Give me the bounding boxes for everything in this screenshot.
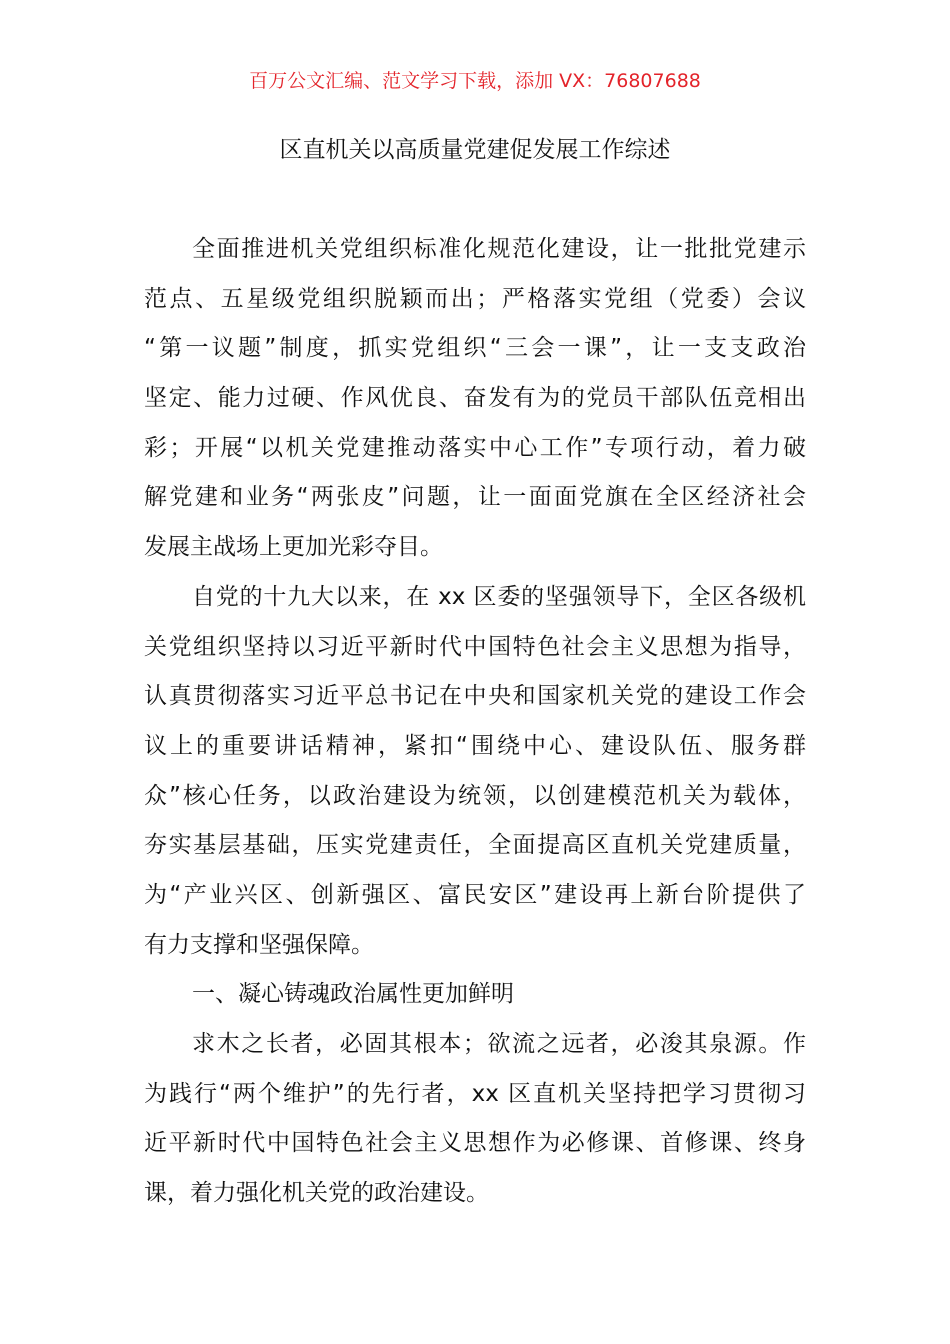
paragraph-line: 近平新时代中国特色社会主义思想作为必修课、首修课、终身 (144, 1130, 806, 1157)
paragraph-line: 课，着力强化机关党的政治建设。 (144, 1180, 489, 1207)
paragraph-line: 彩；开展“以机关党建推动落实中心工作”专项行动，着力破 (144, 434, 806, 461)
paragraph-line: 范点、五星级党组织脱颖而出；严格落实党组（党委）会议 (144, 285, 806, 312)
paragraph-line: 解党建和业务“两张皮”问题，让一面面党旗在全区经济社会 (144, 484, 806, 511)
paragraph-line: 求木之长者，必固其根本；欲流之远者，必浚其泉源。作 (192, 1031, 806, 1057)
paragraph-line: 发展主战场上更加光彩夺目。 (144, 534, 443, 561)
paragraph-line: 坚定、能力过硬、作风优良、奋发有为的党员干部队伍竞相出 (144, 385, 806, 412)
paragraph-line: 认真贯彻落实习近平总书记在中央和国家机关党的建设工作会 (144, 683, 806, 710)
document-title: 区直机关以高质量党建促发展工作综述 (279, 137, 671, 163)
paragraph-line: 议上的重要讲话精神，紧扣“围绕中心、建设队伍、服务群 (144, 732, 806, 759)
paragraph-line: 为“产业兴区、创新强区、富民安区”建设再上新台阶提供了 (144, 881, 806, 908)
paragraph-line: 全面推进机关党组织标准化规范化建设，让一批批党建示 (192, 236, 806, 262)
paragraph-line: 有力支撑和坚强保障。 (144, 931, 374, 958)
watermark-banner: 百万公文汇编、范文学习下载，添加 VX：76807688 (249, 70, 701, 92)
paragraph-line: 关党组织坚持以习近平新时代中国特色社会主义思想为指导， (144, 633, 806, 660)
section-heading: 一、凝心铸魂政治属性更加鲜明 (192, 981, 514, 1008)
paragraph-line: 夯实基层基础，压实党建责任，全面提高区直机关党建质量， (144, 832, 806, 859)
paragraph-line: “第一议题”制度，抓实党组织“三会一课”，让一支支政治 (144, 335, 806, 362)
paragraph-line: 自党的十九大以来，在 xx 区委的坚强领导下，全区各级机 (192, 583, 806, 610)
paragraph-line: 众”核心任务，以政治建设为统领，以创建模范机关为载体， (144, 782, 806, 809)
paragraph-line: 为践行“两个维护”的先行者，xx 区直机关坚持把学习贯彻习 (144, 1080, 806, 1107)
document-body (144, 225, 806, 1219)
